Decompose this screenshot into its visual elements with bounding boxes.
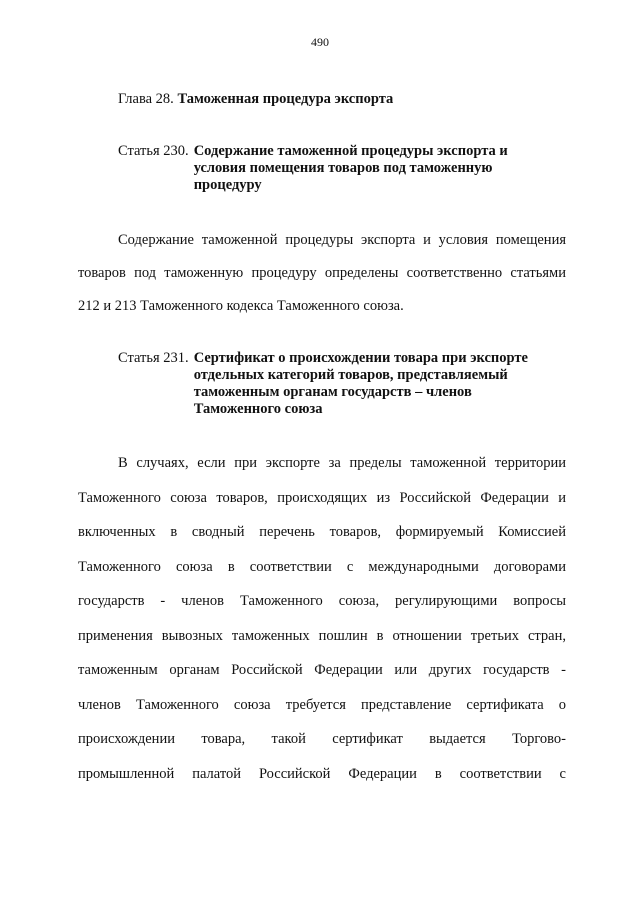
paragraph-line: промышленной палатой Российской Федерации в соответствии с [78, 766, 566, 782]
article-231-title-line: Таможенного союза [193, 401, 323, 417]
article-231-title-line: Сертификат о происхождении товара при экспорте [193, 350, 528, 366]
paragraph-line: Таможенного союза товаров, происходящих из Российской Федерации и [78, 490, 566, 506]
chapter-heading [118, 91, 393, 108]
paragraph-line: государств - членов Таможенного союза, регулирующими вопросы [78, 593, 566, 609]
paragraph-line: членов Таможенного союза требуется представление сертификата о [78, 697, 566, 713]
paragraph-line: товаров под таможенную процедуру определены соответственно статьями [78, 265, 566, 281]
chapter-label: Глава 28. [118, 91, 174, 107]
article-231-title-line: отдельных категорий товаров, представляемый [193, 367, 508, 383]
article-230-label: Статья 230. [118, 143, 189, 159]
paragraph-line: Содержание таможенной процедуры экспорта и условия помещения [118, 232, 566, 248]
page-number: 490 [311, 35, 329, 49]
paragraph-line: 212 и 213 Таможенного кодекса Таможенного союза. [78, 298, 404, 314]
paragraph-line: таможенным органам Российской Федерации или других государств - [78, 662, 566, 678]
article-230-heading [118, 143, 508, 194]
paragraph-line: Таможенного союза в соответствии с международными договорами [78, 559, 566, 575]
article-231-heading [118, 350, 528, 418]
paragraph-line: применения вывозных таможенных пошлин в отношении третьих стран, [78, 628, 566, 644]
paragraph-line: В случаях, если при экспорте за пределы таможенной территории [118, 455, 566, 471]
chapter-title: Таможенная процедура экспорта [177, 91, 394, 107]
article-230-title [194, 143, 508, 194]
article-230-title-line: процедуру [193, 177, 262, 193]
paragraph-line: включенных в сводный перечень товаров, формируемый Комиссией [78, 524, 566, 540]
paragraph-line: происхождении товара, такой сертификат выдается Торгово- [78, 731, 566, 747]
article-230-title-line: Содержание таможенной процедуры экспорта и [193, 143, 508, 159]
article-230-title-line: условия помещения товаров под таможенную [193, 160, 493, 176]
article-231-title-line: таможенным органам государств – членов [193, 384, 472, 400]
article-231-title [194, 350, 528, 418]
article-231-label: Статья 231. [118, 350, 189, 366]
